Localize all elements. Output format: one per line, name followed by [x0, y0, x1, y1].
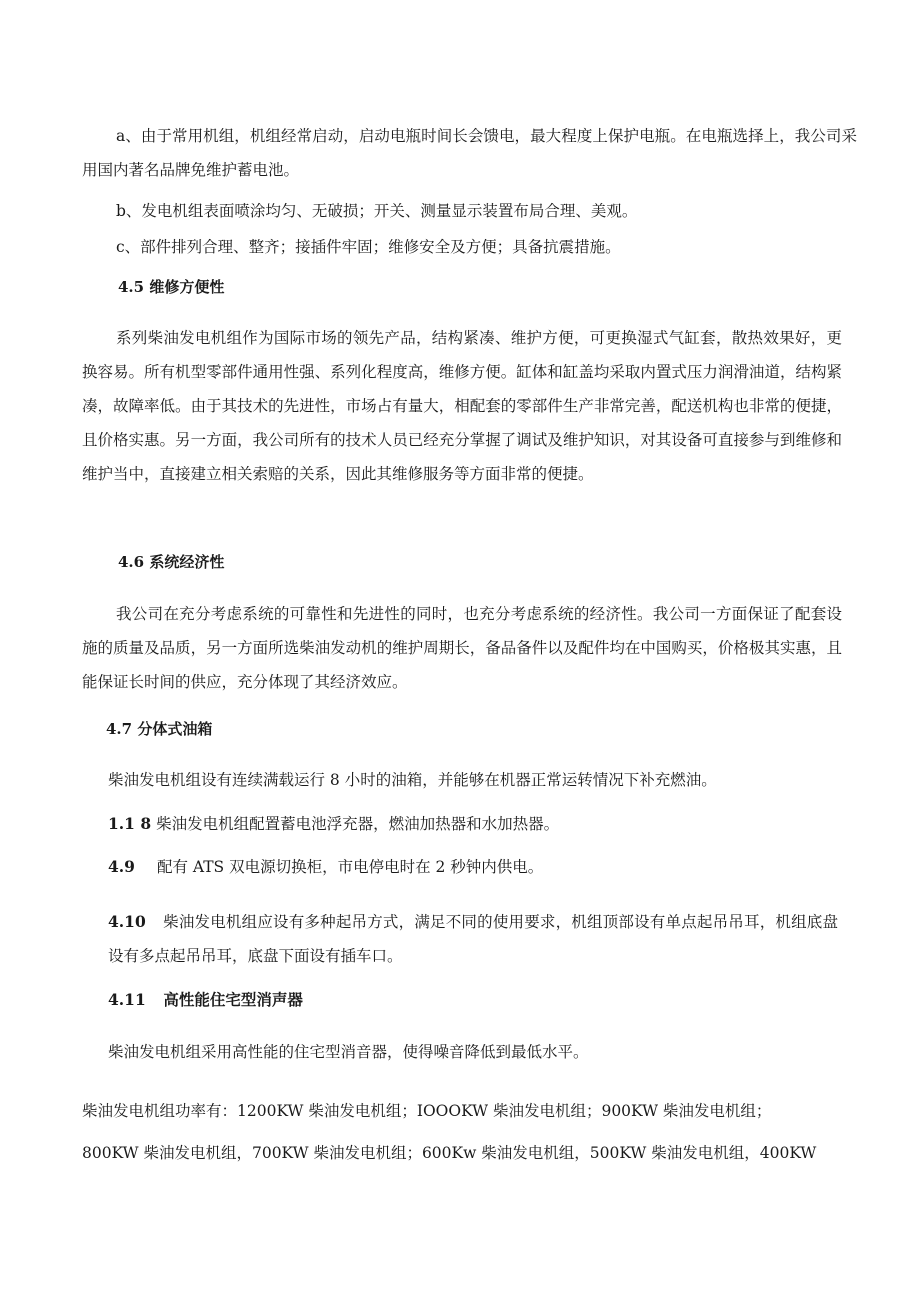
- section-number: 4.9: [108, 857, 135, 876]
- section-heading-4-5: 4.5 维修方便性: [118, 278, 225, 296]
- item-c: c、部件排列合理、整齐；接插件牢固；维修安全及方便；具备抗震措施。: [116, 238, 621, 256]
- paragraph-4-11: 柴油发电机组采用高性能的住宅型消音器，使得噪音降低到最低水平。: [108, 1043, 589, 1061]
- section-4-10: [108, 905, 838, 973]
- section-heading-4-6: 4.6 系统经济性: [118, 553, 225, 571]
- section-number: 4.11: [108, 990, 146, 1009]
- section-text: 柴油发电机组配置蓄电池浮充器，燃油加热器和水加热器。: [156, 815, 560, 833]
- section-text: 柴油发电机组应设有多种起吊方式，满足不同的使用要求，机组顶部设有单点起吊吊耳，机组底盘设有多点起吊吊耳，底盘下面设有插车口。: [108, 913, 838, 965]
- paragraph-4-7: 柴油发电机组设有连续满载运行 8 小时的油箱，并能够在机器正常运转情况下补充燃油。: [108, 771, 717, 789]
- section-number: 4.10: [108, 912, 146, 931]
- section-text: 高性能住宅型消声器: [163, 990, 303, 1009]
- section-number: 1.1 8: [108, 814, 152, 833]
- section-heading-4-11: [108, 983, 303, 1017]
- section-4-8: [108, 807, 878, 841]
- power-list-line-2: 800KW 柴油发电机组，700KW 柴油发电机组；600Kw 柴油发电机组，500KW 柴油发电机组，400KW: [82, 1144, 817, 1162]
- item-a: a、由于常用机组，机组经常启动，启动电瓶时间长会馈电，最大程度上保护电瓶。在电瓶选择上，我公司采用国内著名品牌免维护蓄电池。: [82, 127, 857, 179]
- power-list-line-1: 柴油发电机组功率有：1200KW 柴油发电机组；IOOOKW 柴油发电机组；900KW 柴油发电机组；: [82, 1102, 772, 1120]
- item-b: b、发电机组表面喷涂均匀、无破损；开关、测量显示装置布局合理、美观。: [116, 202, 638, 220]
- section-heading-4-7: 4.7 分体式油箱: [106, 720, 213, 738]
- paragraph-4-6: 我公司在充分考虑系统的可靠性和先进性的同时，也充分考虑系统的经济性。我公司一方面保证了配套设施的质量及品质，另一方面所选柴油发动机的维护周期长，备品备件以及配件均在中国购买，价格极其实惠，且能保证长时间的供应，充分体现了其经济效应。: [82, 605, 842, 691]
- section-text: 配有 ATS 双电源切换柜，市电停电时在 2 秒钟内供电。: [156, 858, 544, 876]
- paragraph-4-5: 系列柴油发电机组作为国际市场的领先产品，结构紧凑、维护方便，可更换湿式气缸套，散热效果好，更换容易。所有机型零部件通用性强、系列化程度高，维修方便。缸体和缸盖均采取内置式压力润滑油道，结构紧凑，故障率低。由于其技术的先进性，市场占有量大，相配套的零部件生产非常完善，配送机构也非常的便捷，且价格实惠。另一方面，我公司所有的技术人员已经充分掌握了调试及维护知识，对其设备可直接参与到维修和维护当中，直接建立相关索赔的关系，因此其维修服务等方面非常的便捷。: [82, 329, 842, 483]
- section-4-9: [108, 850, 878, 884]
